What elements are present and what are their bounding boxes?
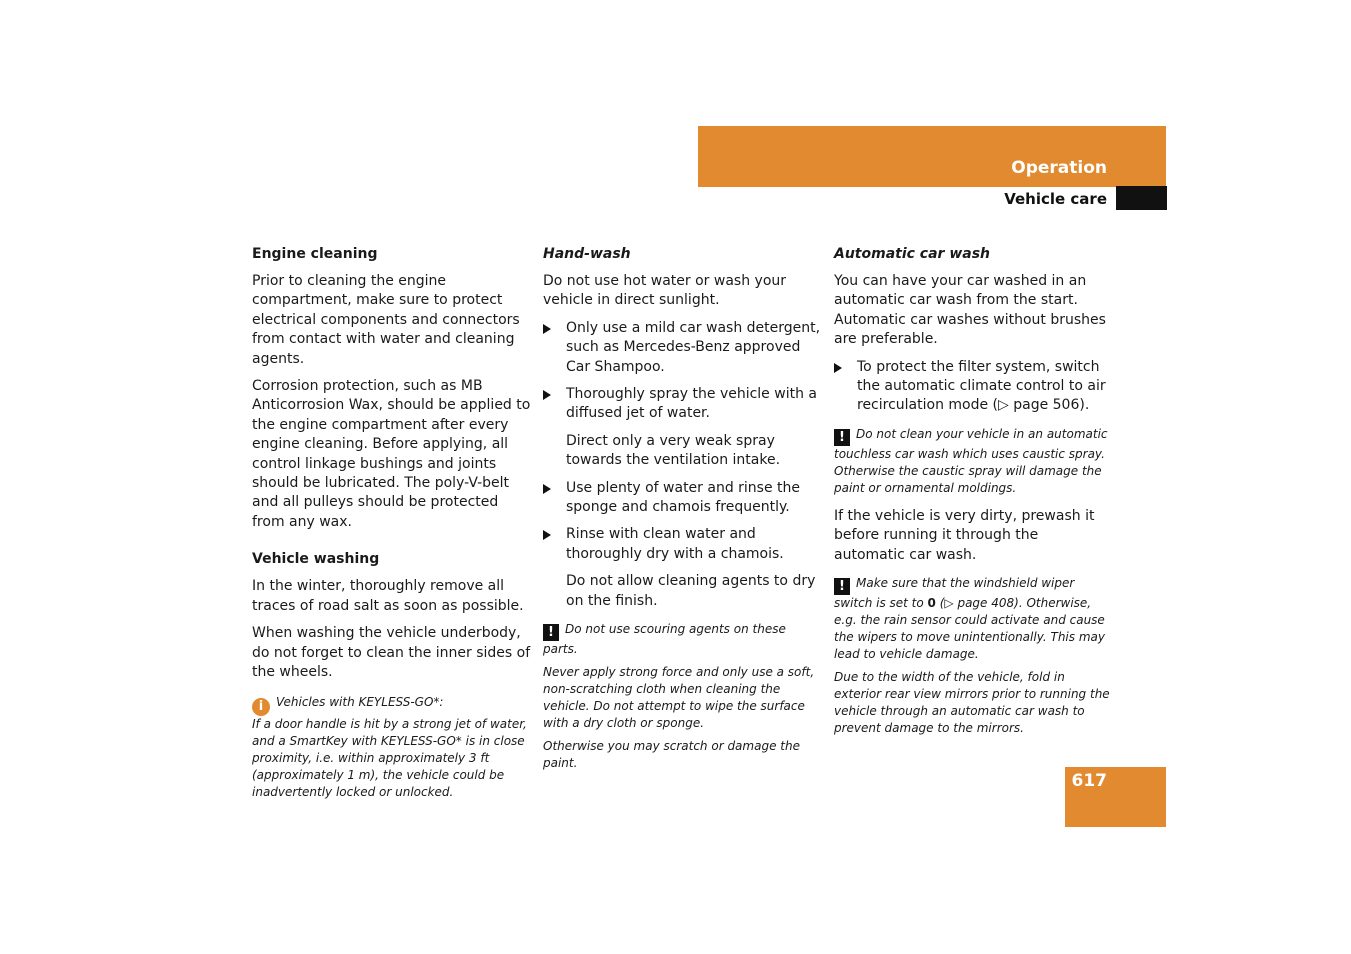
paragraph: If the vehicle is very dirty, prewash it before running it through the automatic car wash. [834,507,1095,563]
bullet-subtext: Direct only a very weak spray towards the ventilation intake. [566,432,781,469]
paragraph: In the winter, thoroughly remove all traces of road salt as soon as possible. [252,578,524,614]
subsection-title: Vehicle care [1004,190,1107,208]
bullet-triangle-icon [834,363,842,373]
column-1 [252,245,534,807]
warning-icon: ! [834,429,850,446]
bullet-triangle-icon [543,390,551,400]
column-3 [834,245,1110,743]
heading-engine-cleaning: Engine cleaning [252,246,378,262]
bullet-item: Rinse with clean water and thoroughly dry with a chamois. [543,525,821,564]
bullet-triangle-icon [543,530,551,540]
bullet-triangle-icon [543,324,551,334]
warning-text: Never apply strong force and only use a soft, non-scratching cloth when cleaning the vehicle. Do not attempt to wipe the surface with a dry cloth or sponge. [543,665,815,731]
warning-note: ! Do not use scouring agents on these parts. [543,622,786,657]
section-title: Operation [1011,158,1107,178]
bullet-subtext: Do not allow cleaning agents to dry on the finish. [566,573,816,609]
paragraph: Corrosion protection, such as MB Anticorrosion Wax, should be applied to the engine compartment after every engine cleaning. Before applying, all control linkage bushings and joints should be lubricated. The poly-V-belt and all pulleys should be protected from any wax. [252,378,531,530]
bullet-item: Use plenty of water and rinse the sponge and chamois frequently. [543,479,821,518]
heading-vehicle-washing: Vehicle washing [252,551,380,568]
bullet-triangle-icon [543,484,551,494]
info-title: Vehicles with KEYLESS-GO*: [276,695,444,710]
heading-automatic-car-wash: Automatic car wash [834,246,991,262]
header-tab-marker [1116,186,1167,210]
warning-icon: ! [543,624,559,641]
warning-note: ! Make sure that the windshield wiper switch is set to 0 (▷ page 408). Otherwise, e.g. the rain sensor could activate and cause the wipers to move unintentionally. This may lead to vehicle damage. [834,576,1105,662]
paragraph: Do not use hot water or wash your vehicle in direct sunlight. [543,273,787,309]
heading-hand-wash: Hand-wash [543,246,631,262]
page-number: 617 [1071,771,1107,791]
column-2 [543,245,821,778]
info-icon: i [252,698,270,716]
warning-note: ! Do not clean your vehicle in an automatic touchless car wash which uses caustic spray. Otherwise the caustic spray will damage the paint or ornamental moldings. [834,426,1108,495]
bullet-item: To protect the filter system, switch the automatic climate control to air recirculation mode (▷ page 506). [834,358,1110,416]
warning-text: Due to the width of the vehicle, fold in exterior rear view mirrors prior to running the vehicle through an automatic car wash to prevent damage to the mirrors. [834,670,1110,736]
paragraph: When washing the vehicle underbody, do not forget to clean the inner sides of the wheels. [252,625,531,680]
paragraph: You can have your car washed in an automatic car wash from the start. Automatic car washes without brushes are preferable. [834,273,1106,348]
warning-text: Otherwise you may scratch or damage the paint. [543,739,800,771]
info-text: If a door handle is hit by a strong jet of water, and a SmartKey with KEYLESS-GO* is in close proximity, i.e. within approximately 3 ft (approximately 1 m), the vehicle could be inadvertently locked or unlocked. [252,717,527,800]
warning-icon: ! [834,578,850,595]
info-note [252,694,534,801]
paragraph: Prior to cleaning the engine compartment, make sure to protect electrical components and connectors from contact with water and cleaning agents. [252,273,520,367]
bullet-item: Only use a mild car wash detergent, such as Mercedes-Benz approved Car Shampoo. [543,319,821,377]
bullet-item: Thoroughly spray the vehicle with a diffused jet of water. [543,385,821,424]
